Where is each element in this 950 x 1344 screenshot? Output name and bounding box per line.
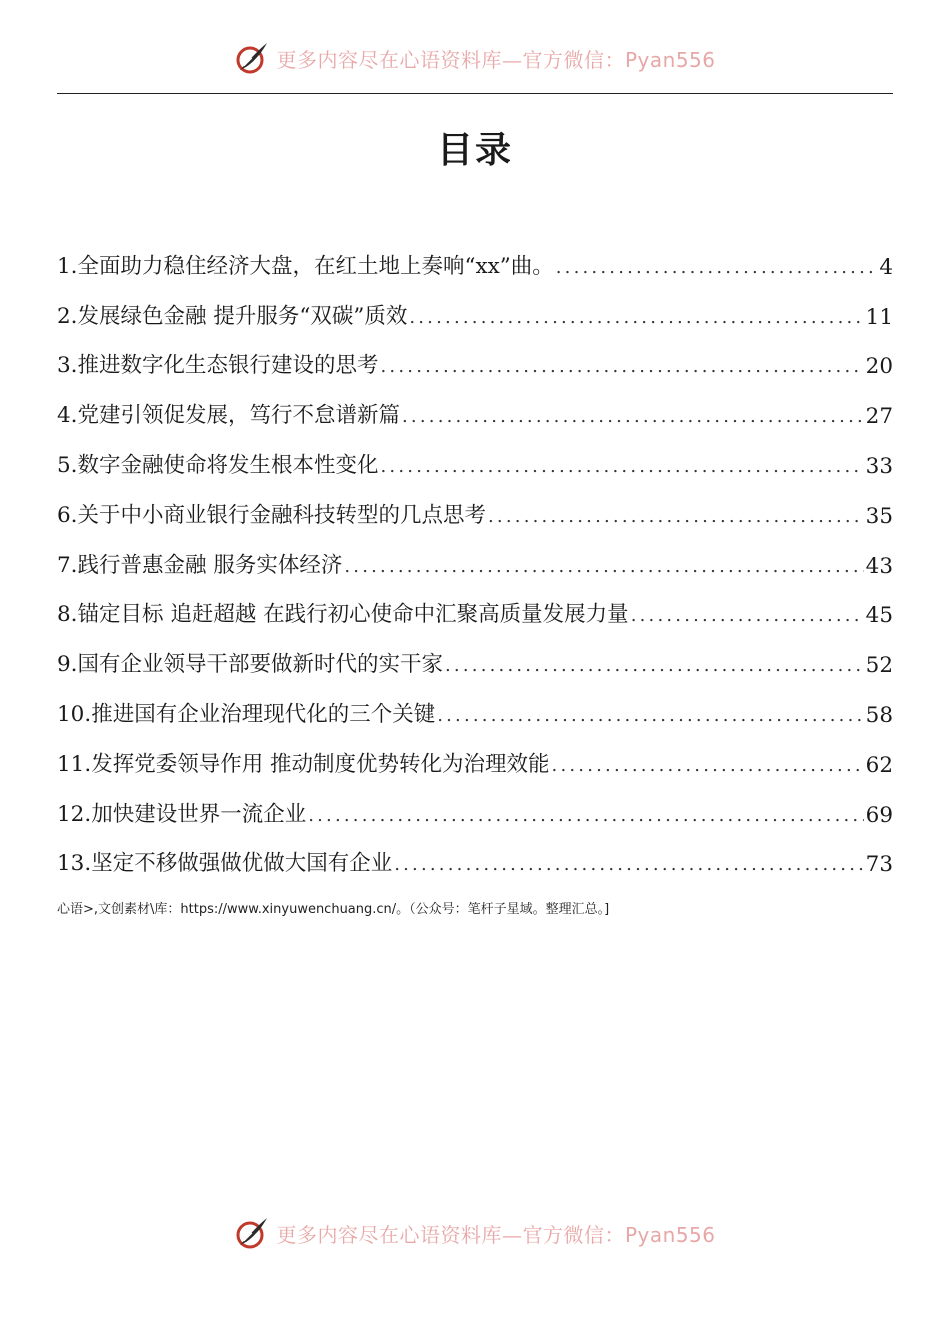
header-banner-text: 更多内容尽在心语资料库—官方微信：Pyan556 — [276, 47, 716, 72]
page-title: 目录 — [436, 129, 513, 171]
toc-entry[interactable] — [57, 678, 893, 728]
quill-logo-icon — [234, 1215, 270, 1251]
toc-entry-page: 45 — [865, 603, 893, 629]
source-note: 心语>,文创素材\库：https://www.xinyuwenchuang.cn/。（公众号：笔杆子星域。整理汇总。] — [57, 902, 610, 917]
quill-logo-icon — [234, 40, 270, 76]
toc-entry-page: 27 — [865, 404, 893, 430]
toc-leader-dots — [402, 406, 864, 429]
toc-entry-title: 12.加快建设世界一流企业 — [57, 801, 307, 827]
header-wechat-account: Pyan556 — [624, 47, 716, 72]
footer-banner-text: 更多内容尽在心语资料库—官方微信：Pyan556 — [276, 1222, 716, 1247]
toc-leader-dots — [381, 456, 864, 479]
toc-entry-page: 43 — [865, 553, 893, 579]
toc-entry-title: 6.关于中小商业银行金融科技转型的几点思考 — [57, 502, 487, 528]
toc-entry-page: 62 — [865, 752, 893, 778]
toc-entry-title: 4.党建引领促发展，笃行不怠谱新篇 — [57, 403, 401, 429]
toc-leader-dots — [445, 655, 864, 678]
toc-entry-title: 13.坚定不移做强做优做大国有企业 — [57, 851, 393, 877]
toc-entry[interactable] — [57, 280, 893, 330]
toc-entry-title: 7.践行普惠金融 服务实体经济 — [57, 552, 343, 578]
toc-leader-dots — [308, 805, 863, 828]
header-rule — [57, 93, 893, 94]
toc-entry-page: 35 — [865, 503, 893, 529]
toc-leader-dots — [437, 705, 863, 728]
footer-wechat-account: Pyan556 — [624, 1222, 716, 1247]
toc-entry[interactable] — [57, 579, 893, 629]
toc-leader-dots — [381, 356, 864, 379]
toc-entry-page: 4 — [879, 254, 893, 280]
toc-entry[interactable] — [57, 230, 893, 280]
toc-leader-dots — [488, 506, 864, 529]
toc-entry-title: 1.全面助力稳住经济大盘，在红土地上奏响“xx”曲。 — [57, 253, 554, 279]
toc-entry[interactable] — [57, 828, 893, 878]
toc-entry-title: 5.数字金融使命将发生根本性变化 — [57, 452, 379, 478]
table-of-contents — [57, 230, 893, 877]
footer-banner — [0, 1213, 950, 1253]
toc-entry-title: 3.推进数字化生态银行建设的思考 — [57, 353, 379, 379]
toc-entry-page: 52 — [865, 653, 893, 679]
toc-entry[interactable] — [57, 728, 893, 778]
toc-entry-page: 33 — [865, 453, 893, 479]
toc-leader-dots — [552, 755, 864, 778]
toc-leader-dots — [631, 605, 864, 628]
toc-entry-title: 9.国有企业领导干部要做新时代的实干家 — [57, 652, 444, 678]
toc-entry[interactable] — [57, 529, 893, 579]
toc-entry-title: 8.锚定目标 追赶超越 在践行初心使命中汇聚高质量发展力量 — [57, 602, 629, 628]
toc-leader-dots — [409, 307, 863, 330]
toc-entry[interactable] — [57, 379, 893, 429]
toc-entry-page: 58 — [865, 702, 893, 728]
toc-leader-dots — [556, 257, 878, 280]
toc-entry-page: 69 — [865, 802, 893, 828]
toc-leader-dots — [344, 556, 863, 579]
header-banner — [0, 38, 950, 78]
toc-entry[interactable] — [57, 429, 893, 479]
toc-entry[interactable] — [57, 330, 893, 380]
toc-entry-title: 11.发挥党委领导作用 推动制度优势转化为治理效能 — [57, 751, 550, 777]
toc-entry-title: 10.推进国有企业治理现代化的三个关键 — [57, 701, 436, 727]
toc-entry-page: 20 — [865, 354, 893, 380]
toc-entry[interactable] — [57, 778, 893, 828]
toc-entry-page: 73 — [865, 852, 893, 878]
toc-entry[interactable] — [57, 479, 893, 529]
toc-entry-title: 2.发展绿色金融 提升服务“双碳”质效 — [57, 303, 408, 329]
toc-entry-page: 11 — [865, 304, 893, 330]
toc-leader-dots — [394, 854, 863, 877]
toc-entry[interactable] — [57, 628, 893, 678]
